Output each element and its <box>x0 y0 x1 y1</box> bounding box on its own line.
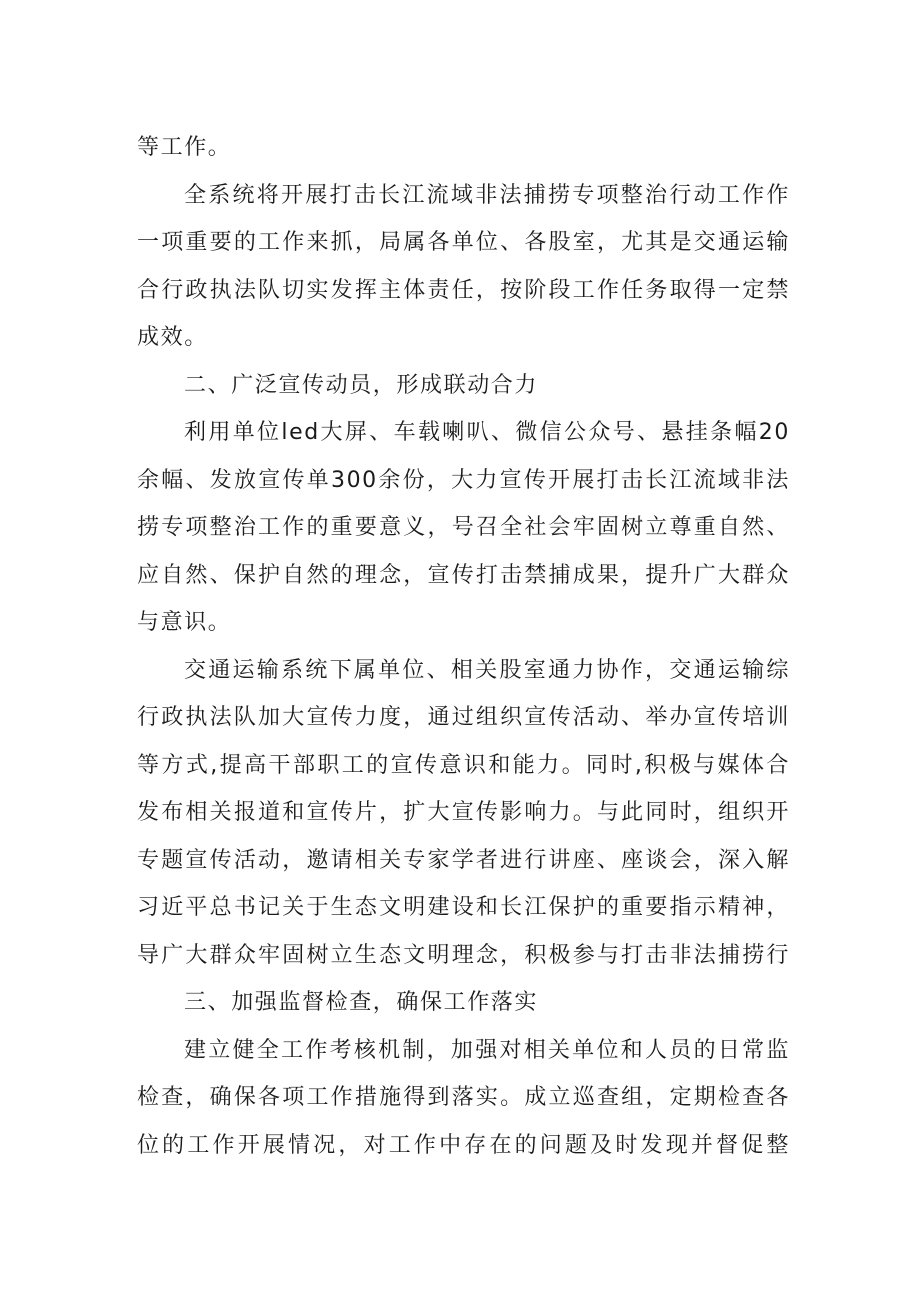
paragraph-line: 一项重要的工作来抓，局属各单位、各股室，尤其是交通运输 <box>137 230 790 255</box>
paragraph-line: 等方式,提高干部职工的宣传意识和能力。同时,积极与媒体合 <box>137 752 790 778</box>
paragraph-line: 习近平总书记关于生态文明建设和长江保护的重要指示精神， <box>137 895 790 920</box>
paragraph-line: 利用单位led大屏、车载喇叭、微信公众号、悬挂条幅20 <box>184 420 790 445</box>
paragraph-line: 成效。 <box>137 325 208 350</box>
paragraph-line: 位的工作开展情况，对工作中存在的问题及时发现并督促整 <box>137 1132 790 1158</box>
paragraph-line: 专题宣传活动，邀请相关专家学者进行讲座、座谈会，深入解 <box>137 847 790 873</box>
text-line: 等工作。 <box>137 135 232 160</box>
paragraph-line: 全系统将开展打击长江流域非法捕捞专项整治行动工作作 <box>184 182 790 208</box>
paragraph-line: 与意识。 <box>137 610 232 635</box>
paragraph-line: 交通运输系统下属单位、相关股室通力协作，交通运输综 <box>184 657 790 683</box>
paragraph-line: 应自然、保护自然的理念，宣传打击禁捕成果，提升广大群众 <box>137 562 790 588</box>
paragraph-line: 捞专项整治工作的重要意义，号召全社会牢固树立尊重自然、 <box>137 515 790 540</box>
paragraph-line: 合行政执法队切实发挥主体责任，按阶段工作任务取得一定禁 <box>137 277 790 303</box>
section-heading-2: 二、广泛宣传动员，形成联动合力 <box>184 372 539 398</box>
document-body <box>137 124 790 1169</box>
paragraph-line: 检查，确保各项工作措施得到落实。成立巡查组，定期检查各 <box>137 1085 790 1110</box>
paragraph-line: 余幅、发放宣传单300余份，大力宣传开展打击长江流域非法 <box>137 467 790 493</box>
paragraph-line: 导广大群众牢固树立生态文明理念，积极参与打击非法捕捞行 <box>137 942 790 968</box>
section-heading-3: 三、加强监督检查，确保工作落实 <box>184 990 539 1015</box>
paragraph-line: 建立健全工作考核机制，加强对相关单位和人员的日常监 <box>184 1037 790 1063</box>
paragraph-line: 行政执法队加大宣传力度，通过组织宣传活动、举办宣传培训 <box>137 705 790 730</box>
paragraph-line: 发布相关报道和宣传片，扩大宣传影响力。与此同时，组织开 <box>137 800 790 825</box>
